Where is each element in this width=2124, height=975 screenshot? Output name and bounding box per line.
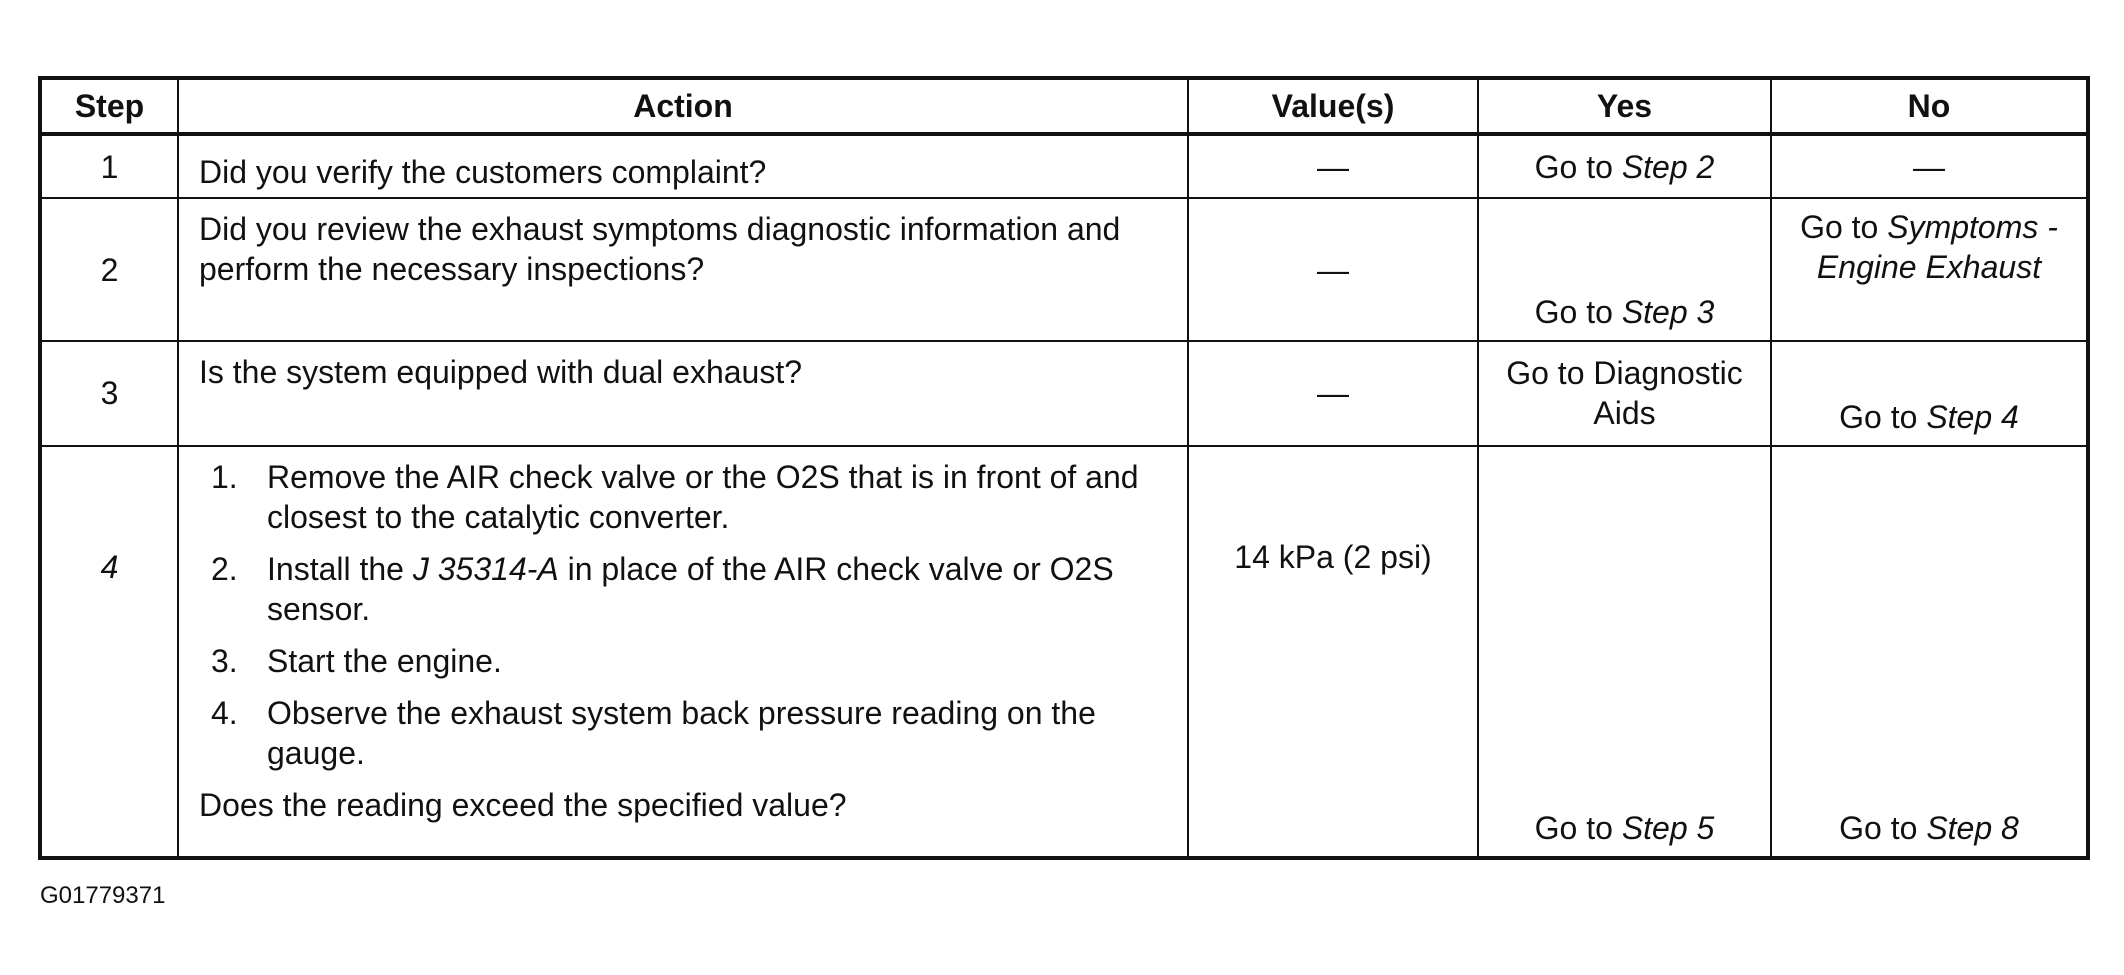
action-text: Is the system equipped with dual exhaust? [178,341,1188,446]
substep-text: Install the [267,550,413,587]
header-yes: Yes [1478,78,1771,134]
yes-step-link[interactable]: Step 5 [1621,810,1715,846]
table-row [40,446,2088,858]
yes-cell [1478,134,1771,198]
step-number: 3 [40,341,178,446]
no-cell [1771,446,2088,858]
substep-number: 1. [211,458,238,495]
table-row [40,341,2088,446]
no-prefix: Go to [1839,398,1927,435]
list-item [185,693,1177,773]
step-number-text: 4 [100,548,119,585]
substep-text: in place of the AIR check valve or O2S sensor. [267,550,1114,627]
no-cell [1771,341,2088,446]
substep-number: 3. [211,642,238,679]
header-row [40,78,2088,134]
substep-number: 4. [211,694,238,731]
value-cell: — [1188,198,1478,341]
substep-list [185,457,1177,773]
yes-step-link[interactable]: Step 3 [1621,294,1715,331]
yes-diagnostic-aids-link[interactable]: Go to Diagnostic Aids [1506,355,1743,432]
no-step-link[interactable]: Step 8 [1926,810,2019,846]
action-text: Did you verify the customers complaint? [178,134,1188,198]
header-action: Action [178,78,1188,134]
step-question: Does the reading exceed the specified value? [199,786,847,823]
no-symptoms-link[interactable]: Symptoms - Engine Exhaust [1816,209,2058,286]
step-number: 2 [40,198,178,341]
yes-cell [1478,198,1771,341]
list-item [185,457,1177,537]
step-number: 1 [40,134,178,198]
yes-prefix: Go to [1534,294,1622,331]
value-cell: — [1188,134,1478,198]
no-cell [1771,198,2088,341]
list-item [185,549,1177,629]
yes-cell [1478,341,1771,446]
no-prefix: Go to [1839,810,1927,846]
list-item [185,641,1177,681]
header-values: Value(s) [1188,78,1478,134]
yes-prefix: Go to [1534,810,1622,846]
tool-number: J 35314-A [412,550,559,587]
diagnostic-table [38,76,2090,860]
header-no: No [1771,78,2088,134]
table-row [40,134,2088,198]
substep-number: 2. [211,550,238,587]
step-number [40,446,178,858]
action-text: Did you review the exhaust symptoms diagnostic information and perform the necessary inspections? [178,198,1188,341]
figure-code: G01779371 [40,882,166,909]
action-text [178,446,1188,858]
no-prefix: — [1913,148,1945,185]
header-step: Step [40,78,178,134]
value-cell: — [1188,341,1478,446]
value-cell: 14 kPa (2 psi) [1188,446,1478,858]
substep-text: Observe the exhaust system back pressure reading on the gauge. [267,694,1096,771]
table-row [40,198,2088,341]
yes-cell [1478,446,1771,858]
no-step-link[interactable]: Step 4 [1926,398,2019,435]
no-cell [1771,134,2088,198]
yes-step-link[interactable]: Step 2 [1621,148,1715,185]
substep-text: Start the engine. [267,642,502,679]
yes-prefix: Go to [1534,148,1622,185]
substep-text: Remove the AIR check valve or the O2S that is in front of and closest to the catalytic converter. [267,458,1139,535]
no-prefix: Go to [1800,209,1888,246]
